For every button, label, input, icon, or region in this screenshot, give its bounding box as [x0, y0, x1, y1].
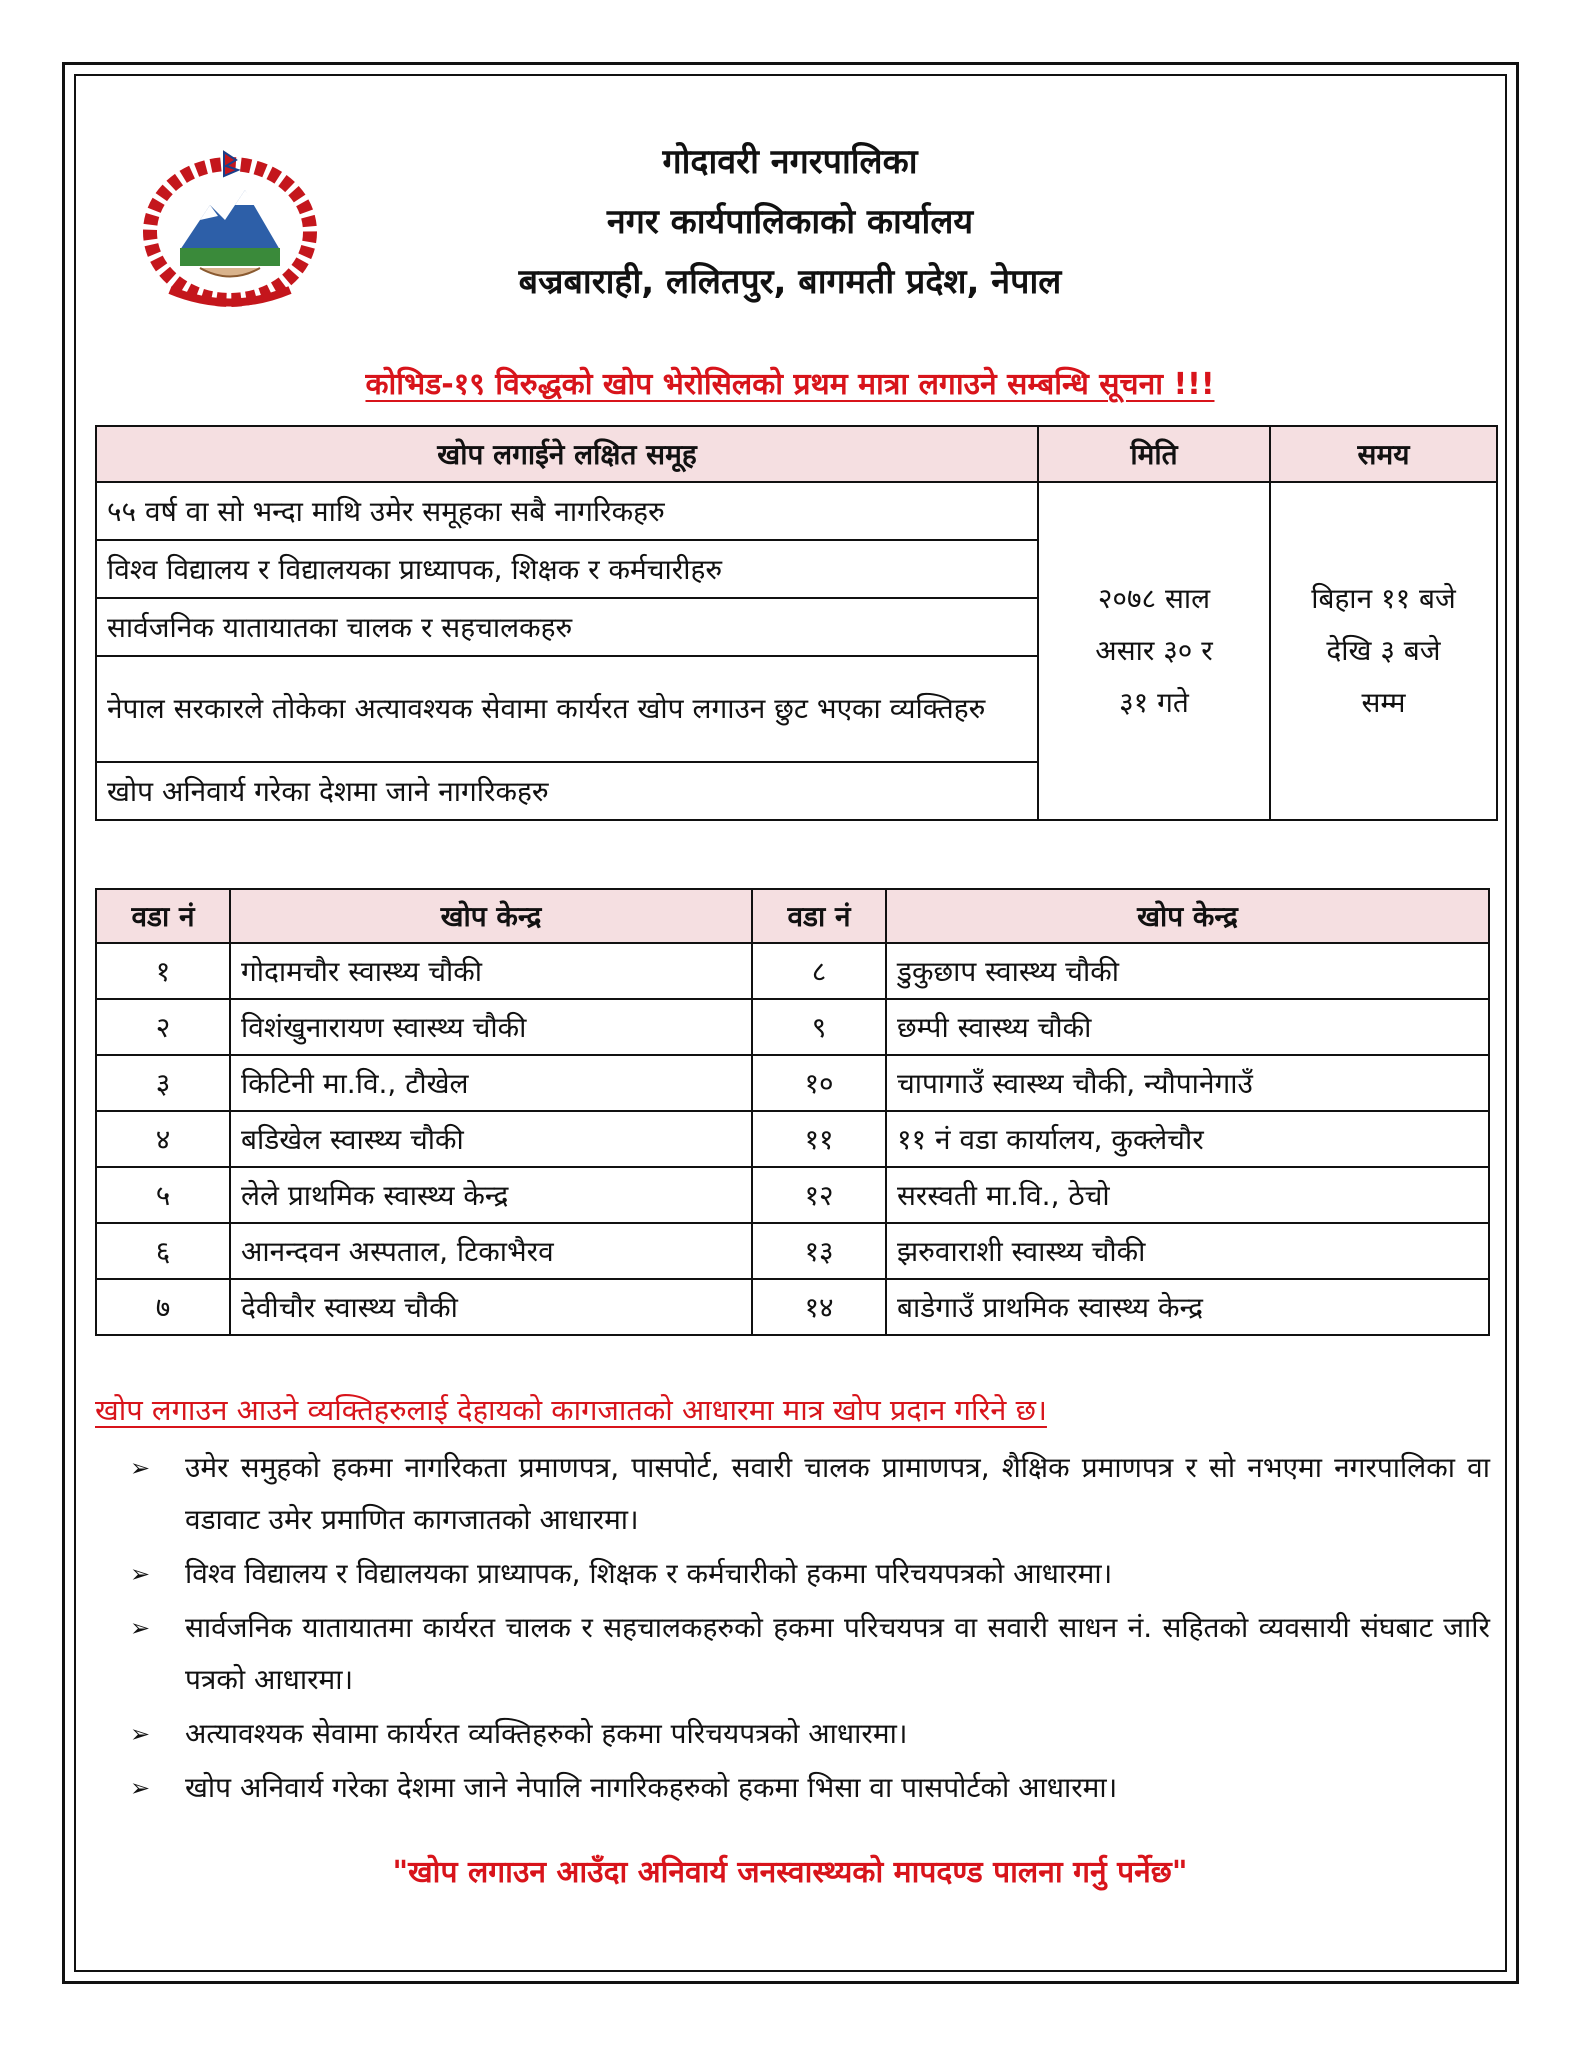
target-group-cell: खोप अनिवार्य गरेका देशमा जाने नागरिकहरु: [96, 762, 1038, 820]
table-row: [96, 1223, 1489, 1279]
arrow-bullet-icon: ➢: [130, 1774, 151, 1802]
column-header-time: समय: [1270, 426, 1497, 482]
center-name-cell: डुकुछाप स्वास्थ्य चौकी: [886, 943, 1489, 999]
time-line: सम्म: [1361, 686, 1406, 719]
office-address: बज्रबाराही, ललितपुर, बागमती प्रदेश, नेपाल: [518, 262, 1062, 302]
ward-number-cell: १४: [752, 1279, 886, 1335]
ward-number-cell: ६: [96, 1223, 230, 1279]
column-header-center: खोप केन्द्र: [886, 889, 1489, 943]
center-name-cell: लेले प्राथमिक स्वास्थ्य केन्द्र: [230, 1167, 752, 1223]
target-group-cell: नेपाल सरकारले तोकेका अत्यावश्यक सेवामा कार्यरत खोप लगाउन छुट भएका व्यक्तिहरु: [96, 656, 1038, 762]
date-cell: [1038, 482, 1270, 820]
ward-number-cell: १: [96, 943, 230, 999]
list-item: [130, 1708, 1490, 1760]
ward-number-cell: ३: [96, 1055, 230, 1111]
date-line: २०७८ साल: [1097, 582, 1211, 615]
center-name-cell: देवीचौर स्वास्थ्य चौकी: [230, 1279, 752, 1335]
table-header-row: [96, 889, 1489, 943]
center-name-cell: ११ नं वडा कार्यालय, कुक्लेचौर: [886, 1111, 1489, 1167]
ward-number-cell: १०: [752, 1055, 886, 1111]
time-line: देखि ३ बजे: [1326, 634, 1441, 667]
table-row: [96, 1055, 1489, 1111]
table-header-row: [96, 426, 1497, 482]
target-group-cell: ५५ वर्ष वा सो भन्दा माथि उमेर समूहका सबै नागरिकहरु: [96, 482, 1038, 540]
column-header-ward-no: वडा नं: [752, 889, 886, 943]
arrow-bullet-icon: ➢: [130, 1560, 151, 1588]
center-name-cell: किटिनी मा.वि., टौखेल: [230, 1055, 752, 1111]
document-requirement-text: विश्व विद्यालय र विद्यालयका प्राध्यापक, शिक्षक र कर्मचारीको हकमा परिचयपत्रको आधारमा।: [185, 1557, 1113, 1590]
time-line: बिहान ११ बजे: [1311, 582, 1456, 615]
target-groups-table: [95, 425, 1498, 821]
list-item: [130, 1762, 1490, 1814]
document-requirement-text: खोप अनिवार्य गरेका देशमा जाने नेपालि नागरिकहरुको हकमा भिसा वा पासपोर्टको आधारमा।: [185, 1771, 1118, 1804]
ward-number-cell: ९: [752, 999, 886, 1055]
center-name-cell: आनन्दवन अस्पताल, टिकाभैरव: [230, 1223, 752, 1279]
table-row: [96, 1279, 1489, 1335]
ward-number-cell: १२: [752, 1167, 886, 1223]
centers-table-body: [96, 943, 1489, 1335]
ward-number-cell: २: [96, 999, 230, 1055]
nepal-government-emblem-icon: [140, 150, 320, 310]
office-header: [360, 132, 1220, 312]
footer-quote: "खोप लगाउन आउँदा अनिवार्य जनस्वास्थ्यको मापदण्ड पालना गर्नु पर्नेछ": [392, 1855, 1188, 1890]
column-header-date: मिति: [1038, 426, 1270, 482]
ward-number-cell: ५: [96, 1167, 230, 1223]
center-name-cell: छम्पी स्वास्थ्य चौकी: [886, 999, 1489, 1055]
documents-list: [130, 1442, 1490, 1816]
ward-number-cell: ७: [96, 1279, 230, 1335]
ward-number-cell: ४: [96, 1111, 230, 1167]
ward-number-cell: ११: [752, 1111, 886, 1167]
office-name: नगर कार्यपालिकाको कार्यालय: [606, 202, 974, 242]
municipality-name: गोदावरी नगरपालिका: [662, 142, 918, 182]
date-line: ३१ गते: [1119, 686, 1189, 719]
center-name-cell: गोदामचौर स्वास्थ्य चौकी: [230, 943, 752, 999]
ward-number-cell: १३: [752, 1223, 886, 1279]
table-row: [96, 999, 1489, 1055]
list-item: [130, 1602, 1490, 1706]
target-group-cell: सार्वजनिक यातायातका चालक र सहचालकहरु: [96, 598, 1038, 656]
center-name-cell: चापागाउँ स्वास्थ्य चौकी, न्यौपानेगाउँ: [886, 1055, 1489, 1111]
documents-title: खोप लगाउन आउने व्यक्तिहरुलाई देहायको कागजातको आधारमा मात्र खोप प्रदान गरिने छ।: [95, 1393, 1047, 1427]
center-name-cell: बाडेगाउँ प्राथमिक स्वास्थ्य केन्द्र: [886, 1279, 1489, 1335]
arrow-bullet-icon: ➢: [130, 1614, 151, 1642]
table-row: [96, 1111, 1489, 1167]
target-group-cell: विश्व विद्यालय र विद्यालयका प्राध्यापक, शिक्षक र कर्मचारीहरु: [96, 540, 1038, 598]
table-row: [96, 943, 1489, 999]
center-name-cell: बडिखेल स्वास्थ्य चौकी: [230, 1111, 752, 1167]
notice-title: कोभिड-१९ विरुद्धको खोप भेरोसिलको प्रथम मात्रा लगाउने सम्बन्धि सूचना !!!: [365, 367, 1215, 402]
list-item: [130, 1442, 1490, 1546]
date-line: असार ३० र: [1095, 634, 1213, 667]
ward-number-cell: ८: [752, 943, 886, 999]
table-row: [96, 1167, 1489, 1223]
column-header-center: खोप केन्द्र: [230, 889, 752, 943]
document-requirement-text: उमेर समुहको हकमा नागरिकता प्रमाणपत्र, पासपोर्ट, सवारी चालक प्रामाणपत्र, शैक्षिक प्रमाणपत्र र सो नभएमा नगरपालिका वा वडावाट उमेर प्रमाणित कागजातको आधारमा।: [185, 1451, 1490, 1536]
table-row: [96, 482, 1497, 540]
time-cell: [1270, 482, 1497, 820]
document-requirement-text: अत्यावश्यक सेवामा कार्यरत व्यक्तिहरुको हकमा परिचयपत्रको आधारमा।: [185, 1717, 908, 1750]
column-header-target-group: खोप लगाईने लक्षित समूह: [96, 426, 1038, 482]
center-name-cell: विशंखुनारायण स्वास्थ्य चौकी: [230, 999, 752, 1055]
document-requirement-text: सार्वजनिक यातायातमा कार्यरत चालक र सहचालकहरुको हकमा परिचयपत्र वा सवारी साधन नं. सहितको व्यवसायी संघबाट जारि पत्रको आधारमा।: [185, 1611, 1490, 1696]
arrow-bullet-icon: ➢: [130, 1454, 151, 1482]
arrow-bullet-icon: ➢: [130, 1720, 151, 1748]
center-name-cell: सरस्वती मा.वि., ठेचो: [886, 1167, 1489, 1223]
vaccination-centers-table: [95, 888, 1490, 1336]
column-header-ward-no: वडा नं: [96, 889, 230, 943]
center-name-cell: झरुवाराशी स्वास्थ्य चौकी: [886, 1223, 1489, 1279]
list-item: [130, 1548, 1490, 1600]
